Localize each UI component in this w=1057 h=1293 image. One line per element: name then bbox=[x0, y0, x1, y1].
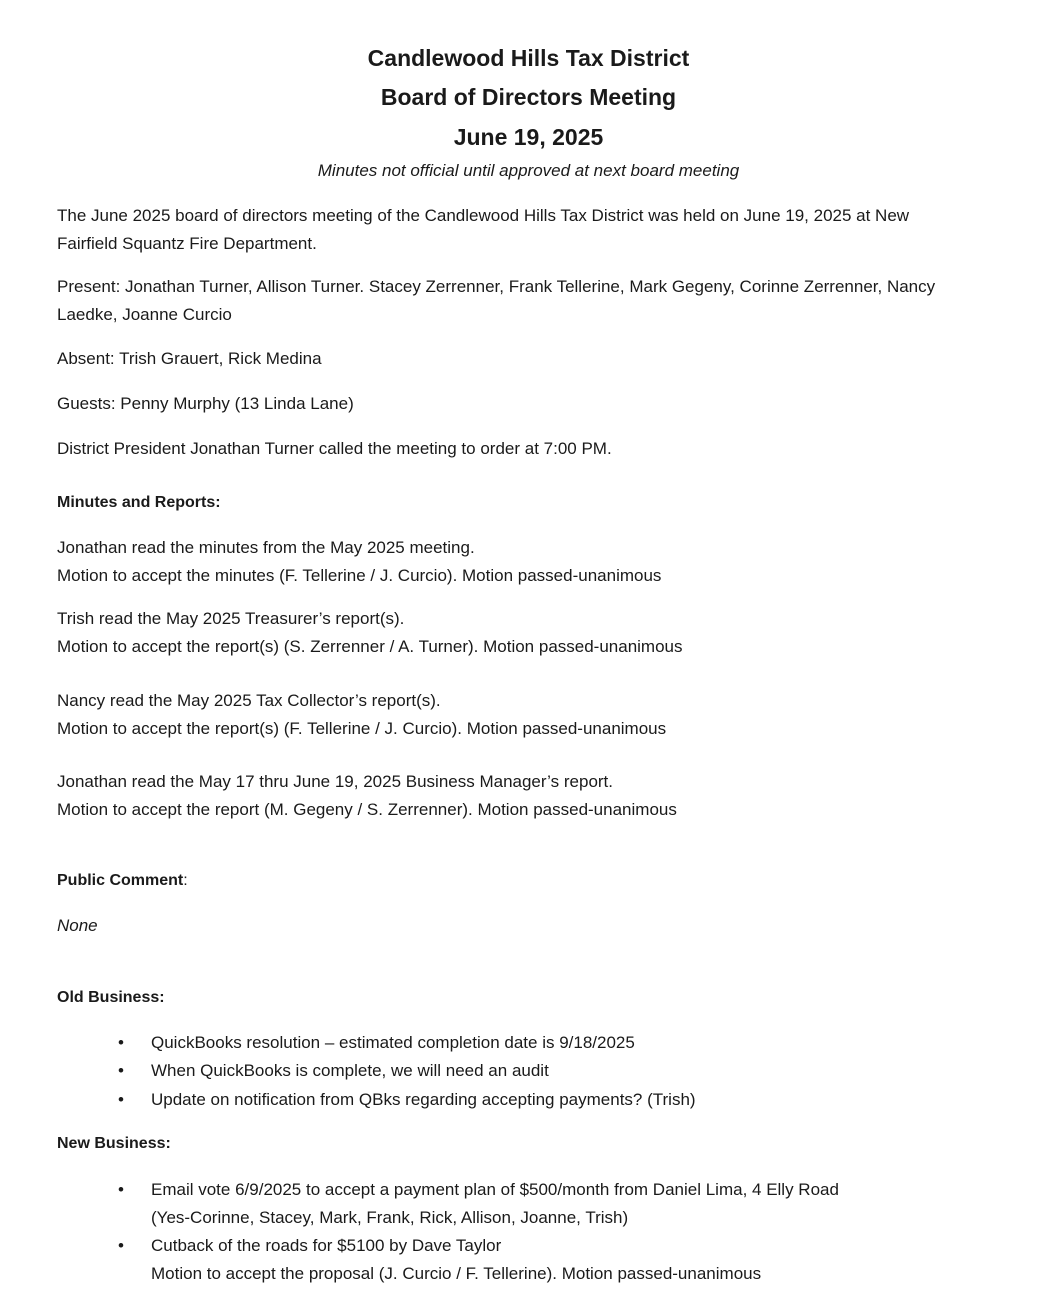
public-comment-heading bbox=[57, 870, 188, 892]
meeting-title: Board of Directors Meeting bbox=[380, 84, 677, 110]
motion-line: Motion to accept the minutes (F. Tellerine / J. Curcio). Motion passed-unanimous bbox=[57, 565, 662, 585]
attendees-present bbox=[57, 273, 987, 328]
report-line: Jonathan read the minutes from the May 2025 meeting. bbox=[57, 538, 475, 557]
motion-line: Motion to accept the report(s) (F. Tellerine / J. Curcio). Motion passed-unanimous bbox=[57, 718, 667, 738]
intro-paragraph bbox=[57, 202, 987, 257]
new-business-item-text bbox=[151, 1232, 991, 1287]
call-to-order: District President Jonathan Turner called the meeting to order at 7:00 PM. bbox=[57, 439, 612, 458]
old-business-item-text: When QuickBooks is complete, we will need an audit bbox=[151, 1061, 549, 1080]
document-title: Candlewood Hills Tax District bbox=[367, 45, 690, 71]
present-line: Present: Jonathan Turner, Allison Turner. Stacey Zerrenner, Frank Tellerine, Mark Gegeny, Corinne Zerrenner, Nancy bbox=[57, 277, 936, 296]
old-business-item-text: Update on notification from QBks regarding accepting payments? (Trish) bbox=[151, 1090, 696, 1109]
bullet-icon: • bbox=[118, 1061, 124, 1080]
guests: Guests: Penny Murphy (13 Linda Lane) bbox=[57, 394, 354, 413]
old-business-item-text: QuickBooks resolution – estimated completion date is 9/18/2025 bbox=[151, 1033, 635, 1052]
new-business-heading: New Business: bbox=[57, 1135, 171, 1152]
new-business-line: Email vote 6/9/2025 to accept a payment plan of $500/month from Daniel Lima, 4 Elly Road bbox=[151, 1180, 839, 1199]
intro-line: The June 2025 board of directors meeting of the Candlewood Hills Tax District was held on June 19, 2025 at New bbox=[57, 206, 910, 225]
tax-collector-report-item bbox=[57, 687, 987, 742]
intro-line: Fairfield Squantz Fire Department. bbox=[57, 233, 317, 253]
business-manager-report-item bbox=[57, 768, 987, 823]
report-line: Nancy read the May 2025 Tax Collector’s report(s). bbox=[57, 691, 441, 710]
bullet-icon: • bbox=[118, 1236, 124, 1255]
report-line: Trish read the May 2025 Treasurer’s report(s). bbox=[57, 609, 405, 628]
report-line: Jonathan read the May 17 thru June 19, 2025 Business Manager’s report. bbox=[57, 772, 614, 791]
treasurer-report-item bbox=[57, 605, 987, 660]
public-comment-text: None bbox=[57, 916, 98, 935]
old-business-heading: Old Business: bbox=[57, 989, 165, 1006]
public-comment-colon: : bbox=[183, 872, 188, 889]
attendees-absent: Absent: Trish Grauert, Rick Medina bbox=[57, 349, 322, 368]
meeting-date: June 19, 2025 bbox=[453, 124, 604, 150]
motion-line: Motion to accept the report (M. Gegeny / S. Zerrenner). Motion passed-unanimous bbox=[57, 799, 677, 819]
bullet-icon: • bbox=[118, 1033, 124, 1052]
new-business-line: (Yes-Corinne, Stacey, Mark, Frank, Rick, Allison, Joanne, Trish) bbox=[151, 1207, 629, 1227]
minutes-report-item bbox=[57, 534, 987, 589]
new-business-line: Motion to accept the proposal (J. Curcio / F. Tellerine). Motion passed-unanimous bbox=[151, 1263, 762, 1283]
new-business-line: Cutback of the roads for $5100 by Dave Taylor bbox=[151, 1236, 502, 1255]
present-line: Laedke, Joanne Curcio bbox=[57, 304, 232, 324]
new-business-item-text bbox=[151, 1176, 991, 1231]
bullet-icon: • bbox=[118, 1180, 124, 1199]
minutes-reports-heading: Minutes and Reports: bbox=[57, 494, 221, 511]
public-comment-heading-text: Public Comment bbox=[57, 872, 184, 889]
minutes-disclaimer: Minutes not official until approved at next board meeting bbox=[317, 161, 740, 180]
bullet-icon: • bbox=[118, 1090, 124, 1109]
motion-line: Motion to accept the report(s) (S. Zerrenner / A. Turner). Motion passed-unanimous bbox=[57, 636, 683, 656]
